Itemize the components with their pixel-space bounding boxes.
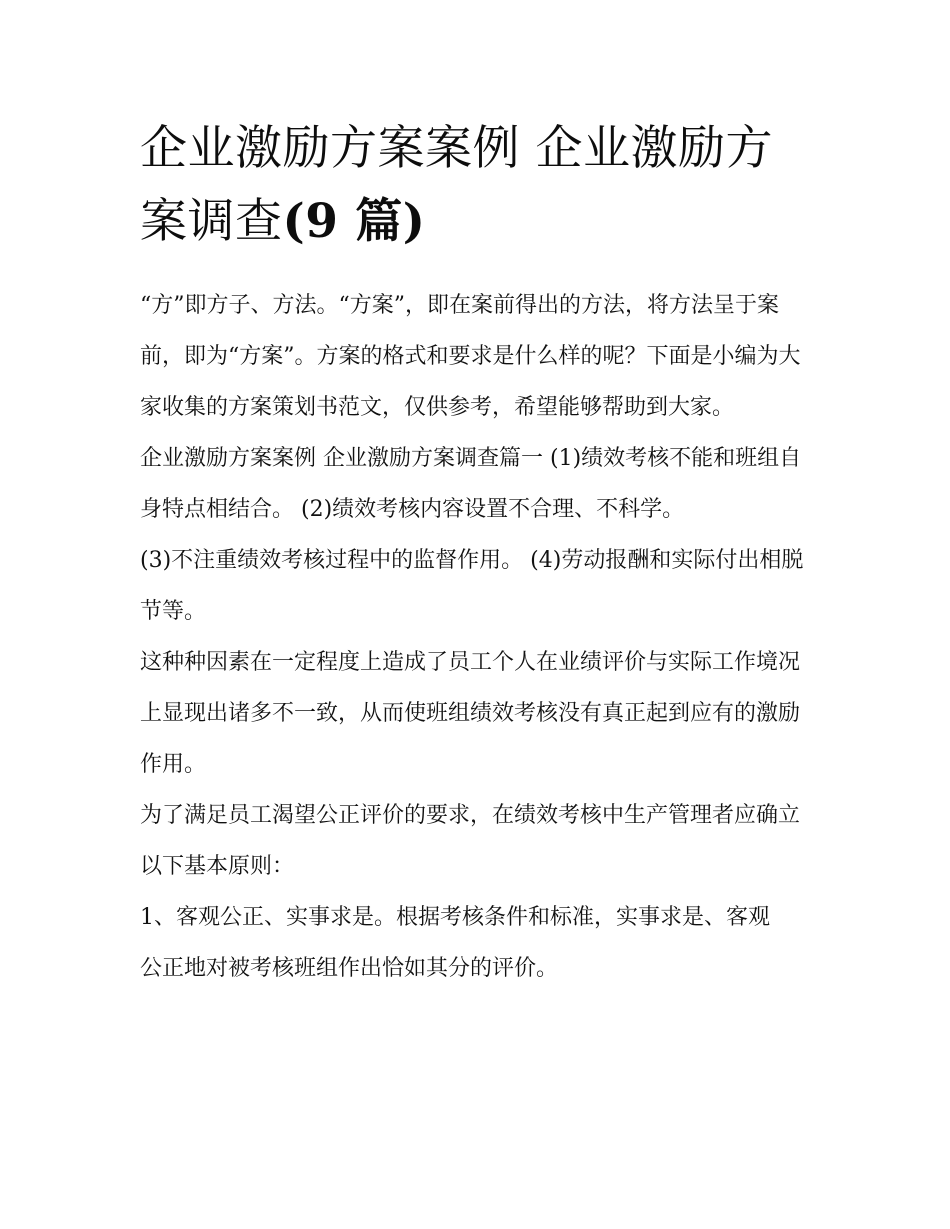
document-title — [140, 112, 815, 258]
paragraph-problems-1-2: 企业激励方案案例 企业激励方案调查篇一 (1)绩效考核不能和班组自身特点相结合。 (2)绩效考核内容设置不合理、不科学。 — [140, 446, 802, 522]
document-body — [140, 112, 815, 994]
paragraph-consequence: 这种种因素在一定程度上造成了员工个人在业绩评价与实际工作境况上显现出诸多不一致，从而使班组绩效考核没有真正起到应有的激励作用。 — [140, 650, 801, 777]
paragraph-principle-1: 1、客观公正、实事求是。根据考核条件和标准，实事求是、客观公正地对被考核班组作出恰如其分的评价。 — [140, 905, 770, 981]
intro-paragraph: “方”即方子、方法。“方案”，即在案前得出的方法，将方法呈于案前，即为“方案”。方案的格式和要求是什么样的呢？下面是小编为大家收集的方案策划书范文，仅供参考，希望能够帮助到大家。 — [140, 293, 801, 420]
document-title-count: (9 篇) — [282, 194, 426, 249]
document-title-main: 企业激励方案案例 企业激励方案调查 — [140, 121, 773, 249]
paragraph-problems-3-4: (3)不注重绩效考核过程中的监督作用。 (4)劳动报酬和实际付出相脱节等。 — [140, 548, 804, 624]
paragraph-principles-intro: 为了满足员工渴望公正评价的要求，在绩效考核中生产管理者应确立以下基本原则： — [140, 803, 801, 879]
